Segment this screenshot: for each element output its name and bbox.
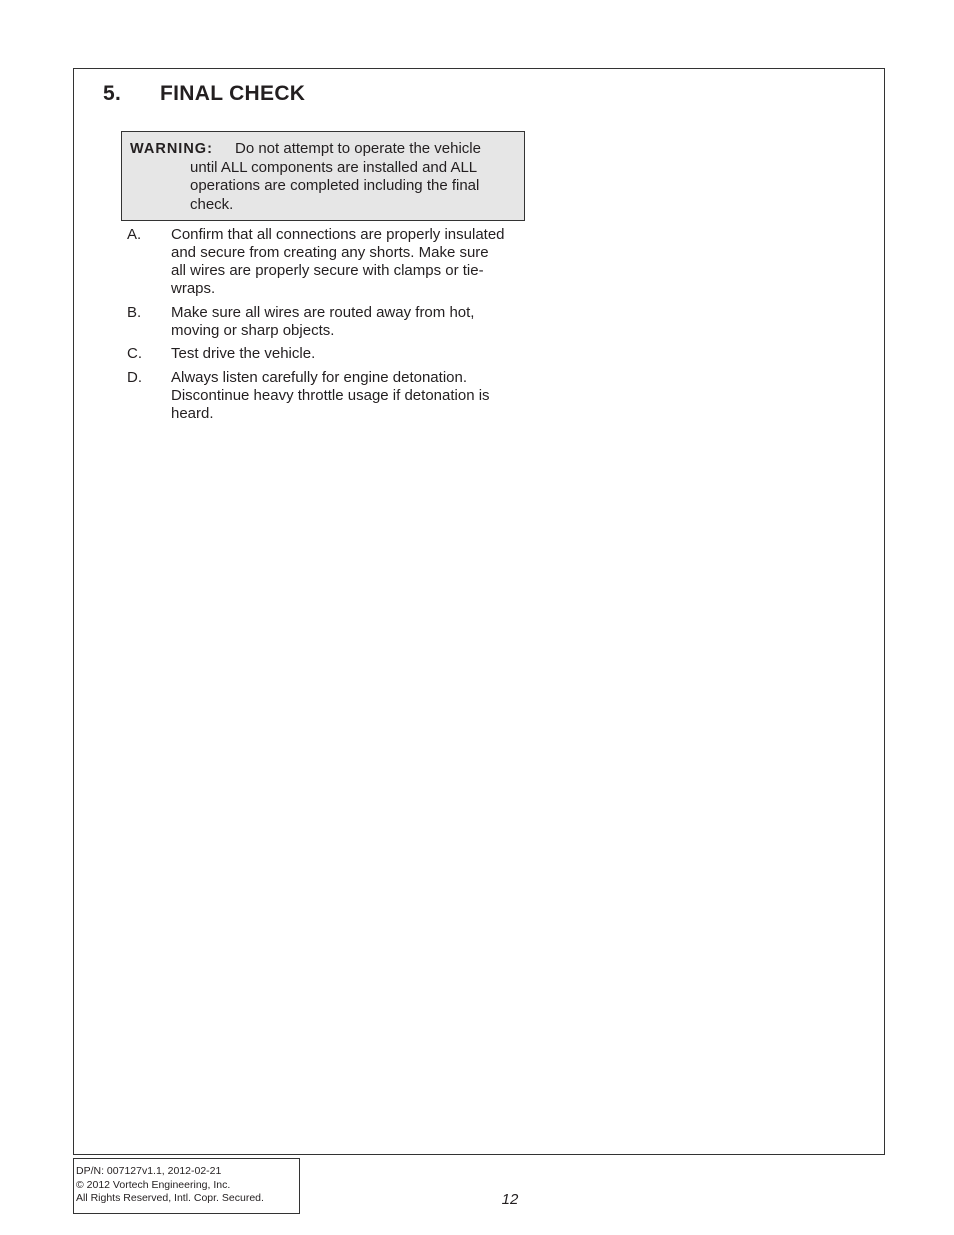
step-text-line: heard. xyxy=(171,405,214,422)
step-text xyxy=(171,226,505,298)
step-text xyxy=(171,304,474,340)
warning-text-line: until ALL components are installed and ALL xyxy=(190,159,478,176)
step-text-line: and secure from creating any shorts. Make sure xyxy=(171,244,489,261)
section-title: FINAL CHECK xyxy=(160,82,306,105)
step-text-line: Discontinue heavy throttle usage if detonation is xyxy=(171,387,490,404)
warning-text-line: check. xyxy=(190,196,234,213)
step-text-line: wraps. xyxy=(171,280,216,297)
step-text-line: Make sure all wires are routed away from hot, xyxy=(171,304,475,321)
imprint-line: DP/N: 007127v1.1, 2012-02-21 xyxy=(76,1165,222,1177)
page-number: 12 xyxy=(501,1191,519,1208)
warning-label: WARNING: xyxy=(130,141,213,157)
step-letter: C. xyxy=(127,345,142,362)
step-letter: B. xyxy=(127,304,142,321)
warning-text-line: operations are completed including the final xyxy=(190,177,480,194)
step-letter: D. xyxy=(127,369,142,386)
document-imprint xyxy=(73,1158,300,1214)
step-text xyxy=(171,369,490,423)
warning-box xyxy=(121,131,525,221)
section-number: 5. xyxy=(103,82,122,105)
step-text xyxy=(171,345,315,363)
imprint-line: All Rights Reserved, Intl. Copr. Secured. xyxy=(76,1192,264,1204)
imprint-line: © 2012 Vortech Engineering, Inc. xyxy=(76,1178,231,1191)
warning-text-line: Do not attempt to operate the vehicle xyxy=(235,140,481,157)
step-text-line: all wires are properly secure with clamps or tie- xyxy=(171,262,484,279)
step-text-line: moving or sharp objects. xyxy=(171,322,335,339)
step-text-line: Always listen carefully for engine detonation. xyxy=(171,369,468,386)
step-text-line: Confirm that all connections are properly insulated xyxy=(171,226,505,243)
step-text-line: Test drive the vehicle. xyxy=(171,345,316,362)
step-letter: A. xyxy=(127,226,142,243)
